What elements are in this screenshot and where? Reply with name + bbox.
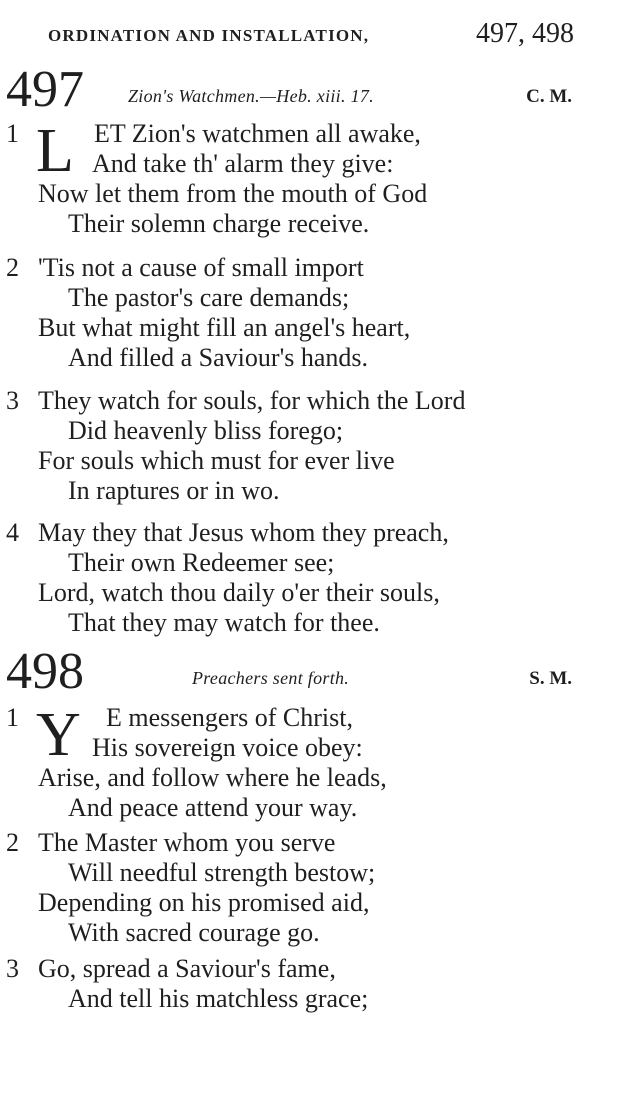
verse-line: And peace attend your way.	[68, 793, 358, 822]
running-head-title: ORDINATION AND INSTALLATION,	[48, 26, 370, 45]
verse-number: 3	[6, 954, 19, 983]
verse-line: Lord, watch thou daily o'er their souls,	[38, 578, 440, 607]
verse-line: Depending on his promised aid,	[38, 888, 370, 917]
page-numbers: 497, 498	[476, 18, 574, 49]
drop-cap: Y	[36, 701, 81, 769]
verse-line: And filled a Saviour's hands.	[68, 343, 369, 372]
verse-line: May they that Jesus whom they preach,	[38, 518, 449, 547]
verse-line: And take th' alarm they give:	[92, 149, 394, 178]
verse-line: With sacred courage go.	[68, 918, 320, 947]
drop-cap: L	[36, 117, 74, 185]
verse-number: 2	[6, 253, 19, 282]
hymn-title: Preachers sent forth.	[192, 668, 350, 688]
verse-line: His sovereign voice obey:	[92, 733, 363, 762]
verse-line: Arise, and follow where he leads,	[38, 763, 387, 792]
hymn-498-heading	[0, 643, 640, 706]
verse-line: E messengers of Christ,	[106, 703, 353, 732]
verse-line: But what might fill an angel's heart,	[38, 313, 411, 342]
verse-number: 1	[6, 703, 19, 732]
verse-line: And tell his matchless grace;	[68, 984, 369, 1013]
verse-number: 3	[6, 386, 19, 415]
verse-line: That they may watch for thee.	[68, 608, 380, 637]
verse-line: In raptures or in wo.	[68, 476, 280, 505]
verse-line: 'Tis not a cause of small import	[38, 253, 364, 282]
verse-line: Now let them from the mouth of God	[38, 179, 428, 208]
verse-line: The Master whom you serve	[38, 828, 336, 857]
verse-line: Go, spread a Saviour's fame,	[38, 954, 336, 983]
verse-line: Did heavenly bliss forego;	[68, 416, 344, 445]
verse-line: They watch for souls, for which the Lord	[38, 386, 466, 415]
verse-line: Will needful strength bestow;	[68, 858, 376, 887]
verse-number: 2	[6, 828, 19, 857]
hymn-number: 498	[6, 643, 84, 700]
hymn-497-heading	[0, 61, 640, 124]
hymn-number: 497	[6, 61, 84, 118]
hymn-title: Zion's Watchmen.—Heb. xiii. 17.	[128, 86, 374, 106]
hymn-meter: S. M.	[529, 668, 572, 689]
verse-line: ET Zion's watchmen all awake,	[94, 119, 421, 148]
verse-line: The pastor's care demands;	[68, 283, 350, 312]
verse-line: For souls which must for ever live	[38, 446, 395, 475]
verse-line: Their solemn charge receive.	[68, 209, 370, 238]
verse-number: 1	[6, 119, 19, 148]
verse-number: 4	[6, 518, 19, 547]
running-head	[48, 18, 574, 54]
hymn-meter: C. M.	[526, 86, 572, 107]
verse-line: Their own Redeemer see;	[68, 548, 335, 577]
